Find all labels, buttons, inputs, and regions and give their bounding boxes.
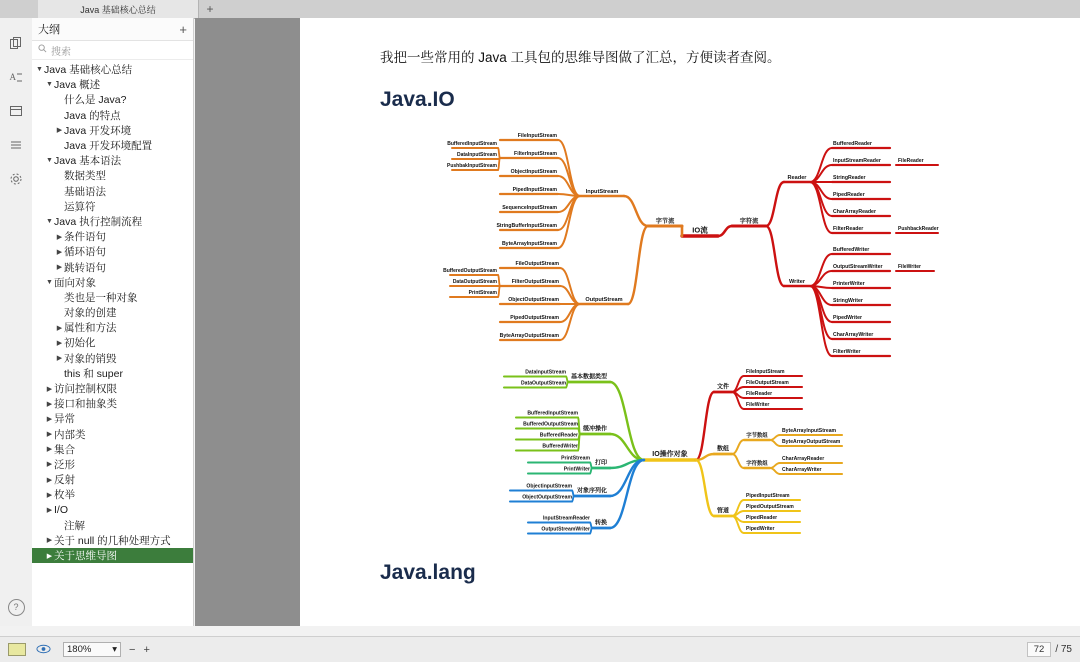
outline-item-label: 枚举 xyxy=(54,489,75,502)
outline-item[interactable] xyxy=(32,320,193,335)
mindmap-connector xyxy=(590,468,592,474)
outline-item-label: 对象的创建 xyxy=(64,307,117,320)
mindmap-node-label: PushbakInputStream xyxy=(446,163,497,169)
mindmap-node-label: PipedReader xyxy=(746,515,778,521)
mindmap-node-label: 转换 xyxy=(594,520,608,527)
outline-item[interactable] xyxy=(32,259,193,274)
mindmap-connector xyxy=(732,454,744,468)
zoom-value: 180% xyxy=(67,644,92,655)
mindmap-connector xyxy=(498,148,500,158)
mindmap-node-label: CharArrayWriter xyxy=(833,332,874,338)
outline-item[interactable] xyxy=(32,411,193,426)
mindmap-node-label: PipedWriter xyxy=(746,526,775,532)
mindmap-node-label: ByteArrayInputStream xyxy=(501,241,557,247)
mindmap-node-label: BufferedInputStream xyxy=(447,141,497,147)
mindmap-connector xyxy=(766,182,784,226)
outline-item[interactable] xyxy=(32,62,193,77)
outline-item-label: Java 基本语法 xyxy=(54,155,122,168)
outline-item[interactable] xyxy=(32,229,193,244)
mindmap-connector xyxy=(498,286,500,297)
mindmap-node-label: PipedInputStream xyxy=(746,493,790,499)
expand-triangle-icon[interactable]: ▶ xyxy=(46,385,53,393)
mindmap-node-label: BufferedOutputStream xyxy=(523,421,578,428)
mindmap-node-label: StringReader xyxy=(833,175,866,181)
mindmap-connector xyxy=(572,496,574,502)
search-input[interactable]: 搜索 xyxy=(51,46,71,58)
outline-item[interactable] xyxy=(32,518,193,533)
mindmap-node-label: 缓冲操作 xyxy=(582,426,608,433)
outline-item-label: 访问控制权限 xyxy=(54,383,117,396)
outline-search-row[interactable] xyxy=(32,41,193,60)
mindmap-node-label: PrintStream xyxy=(561,455,590,462)
mindmap-connector xyxy=(624,196,648,226)
mindmap-connector xyxy=(732,387,744,392)
expand-triangle-icon[interactable]: ▶ xyxy=(46,415,53,423)
mindmap-node-label: ByteArrayOutputStream xyxy=(499,333,559,339)
outline-tree xyxy=(32,60,193,628)
mindmap-node-label: 基本数据类型 xyxy=(570,374,608,381)
outline-item-label: Java 执行控制流程 xyxy=(54,215,143,228)
settings-icon[interactable] xyxy=(0,162,32,196)
heading-java-lang: Java.lang xyxy=(380,561,476,584)
mindmap-connector xyxy=(770,440,780,446)
mindmap-connector xyxy=(770,435,780,440)
mindmap-node-label: StringBufferInputStream xyxy=(496,223,557,229)
outline-item[interactable] xyxy=(32,108,193,123)
mindmap-node-label: PipedInputStream xyxy=(512,187,557,193)
mindmap-node-label: CharArrayReader xyxy=(833,209,876,215)
outline-item[interactable] xyxy=(32,381,193,396)
outline-item-label: 对象的销毁 xyxy=(64,352,117,365)
mindmap-node-label: ObjectOutputStream xyxy=(508,297,559,303)
mindmap-node-label: FileOutputStream xyxy=(746,380,789,386)
outline-item-label: 反射 xyxy=(54,474,75,487)
outline-item[interactable] xyxy=(32,184,193,199)
eye-icon[interactable] xyxy=(36,643,51,657)
outline-item[interactable] xyxy=(32,153,193,168)
mindmap-node-label: 数组 xyxy=(716,446,730,453)
outline-item-label: 集合 xyxy=(54,443,75,456)
outline-item-label: 面向对象 xyxy=(54,276,96,289)
outline-item[interactable] xyxy=(32,199,193,214)
outline-item[interactable] xyxy=(32,457,193,472)
outline-item-label: 跳转语句 xyxy=(64,261,106,274)
mindmap-node-label: DataInputStream xyxy=(456,152,497,158)
mindmap-connector xyxy=(590,528,592,534)
mindmap-node-label: FilterWriter xyxy=(833,349,861,355)
expand-triangle-icon[interactable]: ▶ xyxy=(46,400,53,408)
mindmap-connector xyxy=(498,275,500,286)
mindmap-connector xyxy=(696,392,714,460)
mindmap-node-label: 对象序列化 xyxy=(576,488,608,495)
expand-triangle-icon[interactable]: ▶ xyxy=(56,355,63,363)
intro-paragraph: 我把一些常用的 Java 工具包的思维导图做了汇总，方便读者查阅。 xyxy=(380,50,781,65)
left-toolbar-rail xyxy=(0,18,33,626)
outline-item-label: I/O xyxy=(54,504,69,517)
mindmap-node-label: PipedOutputStream xyxy=(510,315,559,321)
mindmap-svg xyxy=(380,118,1050,548)
mindmap-connector xyxy=(628,226,648,304)
outline-item[interactable] xyxy=(32,168,193,183)
chevron-down-icon: ▾ xyxy=(112,644,117,655)
outline-item-label: 循环语句 xyxy=(64,246,106,259)
mindmap-node-label: PrinterWriter xyxy=(833,281,865,287)
mindmap-node-label: PrintWriter xyxy=(563,466,590,473)
outline-item[interactable] xyxy=(32,427,193,442)
document-canvas[interactable] xyxy=(195,18,1080,626)
mindmap-node-label: BufferedWriter xyxy=(542,443,578,450)
expand-triangle-icon[interactable]: ▶ xyxy=(46,491,53,499)
tab-document[interactable] xyxy=(38,0,199,18)
mindmap-node-label: OutputStream xyxy=(585,297,623,303)
mindmap-node-label: DataOutputStream xyxy=(520,380,566,387)
collapse-triangle-icon[interactable]: ▼ xyxy=(46,278,53,286)
expand-triangle-icon[interactable]: ▶ xyxy=(56,264,63,272)
mindmap-node-label: 管道 xyxy=(716,508,730,515)
mindmap-node-label: InputStreamReader xyxy=(543,515,590,522)
outline-item-label: 基础语法 xyxy=(64,185,106,198)
mindmap-node-label: DataInputStream xyxy=(525,369,566,376)
outline-item-label: Java 基础核心总结 xyxy=(44,64,133,77)
zoom-out-button[interactable]: − xyxy=(129,643,136,656)
mindmap-connector xyxy=(718,226,732,236)
svg-text:A: A xyxy=(9,72,16,82)
outline-item-label: Java 开发环境配置 xyxy=(64,140,153,153)
mindmap-node-label: BufferedOutputStream xyxy=(443,268,497,274)
mindmap-node-label: ByteArrayOutputStream xyxy=(782,439,841,445)
mindmap-node-label: FileInputStream xyxy=(746,369,785,375)
mindmap-node-label: InputStreamReader xyxy=(833,158,881,164)
mindmap-node-label: Writer xyxy=(788,279,806,285)
mindmap-connector xyxy=(766,226,784,286)
outline-item[interactable] xyxy=(32,214,193,229)
mindmap-node-label: FileReader xyxy=(898,158,924,164)
heading-java-io: Java.IO xyxy=(380,88,455,111)
outline-item[interactable] xyxy=(32,305,193,320)
expand-triangle-icon[interactable]: ▶ xyxy=(46,507,53,515)
outline-item[interactable] xyxy=(32,138,193,153)
outline-item[interactable] xyxy=(32,335,193,350)
mindmap-node-label: FileOutputStream xyxy=(515,261,559,267)
outline-item[interactable] xyxy=(32,275,193,290)
new-tab-button[interactable] xyxy=(199,0,221,18)
mindmap-connector xyxy=(696,460,714,516)
search-icon xyxy=(38,44,47,56)
outline-item[interactable] xyxy=(32,351,193,366)
tab-label: Java 基础核心总结 xyxy=(80,4,156,15)
mindmap-node-label: FileInputStream xyxy=(517,133,557,139)
outline-add-button[interactable]: + xyxy=(179,21,187,37)
expand-triangle-icon[interactable]: ▶ xyxy=(56,233,63,241)
zoom-select[interactable] xyxy=(63,642,121,657)
mindmap-node-label: ObjectOutputStream xyxy=(522,494,572,501)
outline-item-label: 异常 xyxy=(54,413,75,426)
mindmap-connector xyxy=(770,463,780,468)
outline-item-label: 接口和抽象类 xyxy=(54,398,117,411)
outline-item[interactable] xyxy=(32,290,193,305)
expand-triangle-icon[interactable]: ▶ xyxy=(46,431,53,439)
outline-item-label: Java 的特点 xyxy=(64,109,121,122)
outline-item[interactable] xyxy=(32,472,193,487)
mindmap-node-label: PipedReader xyxy=(833,192,865,198)
mindmap-node-label: InputStream xyxy=(585,189,619,195)
outline-item-label: 条件语句 xyxy=(64,231,106,244)
mindmap-connector xyxy=(810,254,832,286)
rail-spacer xyxy=(0,18,32,26)
collapse-triangle-icon[interactable]: ▼ xyxy=(46,157,53,165)
outline-item[interactable] xyxy=(32,548,193,563)
zoom-in-button[interactable]: + xyxy=(143,643,150,656)
mindmap-connector xyxy=(770,468,780,474)
outline-item[interactable] xyxy=(32,92,193,107)
expand-triangle-icon[interactable]: ▶ xyxy=(46,446,53,454)
question-mark-icon: ? xyxy=(8,599,25,616)
mindmap-node-label: PushbackReader xyxy=(898,226,939,232)
mindmap-node-label: DataOutputStream xyxy=(452,279,497,285)
outline-item-label: Java 开发环境 xyxy=(64,124,132,137)
outline-item-label: 数据类型 xyxy=(64,170,106,183)
mindmap-node-label: FileWriter xyxy=(898,264,921,270)
mindmap-node-label: ObjectinputStream xyxy=(526,483,572,490)
mindmap-container xyxy=(380,118,1050,548)
font-icon[interactable] xyxy=(0,60,32,94)
mindmap-io-stream xyxy=(443,133,939,356)
mindmap-node-label: Reader xyxy=(787,175,807,181)
mindmap-node-label: PipedWriter xyxy=(833,315,863,321)
help-button[interactable] xyxy=(0,594,32,620)
expand-triangle-icon[interactable]: ▶ xyxy=(56,339,63,347)
mindmap-node-label: BufferedWriter xyxy=(833,247,870,253)
collapse-triangle-icon[interactable]: ▼ xyxy=(36,66,43,74)
expand-triangle-icon[interactable]: ▶ xyxy=(46,476,53,484)
outline-item-label: 关于 null 的几种处理方式 xyxy=(54,534,171,547)
mindmap-connector xyxy=(732,440,744,454)
mindmap-node-label: 打印 xyxy=(594,460,608,467)
expand-triangle-icon[interactable]: ▶ xyxy=(56,324,63,332)
mindmap-node-label: CharArrayReader xyxy=(782,456,825,462)
outline-item-label: 注解 xyxy=(64,519,85,532)
outline-item-label: 内部类 xyxy=(54,428,86,441)
outline-item[interactable] xyxy=(32,442,193,457)
outline-item[interactable] xyxy=(32,244,193,259)
mindmap-connector xyxy=(732,511,744,516)
mindmap-node-label: BufferedReader xyxy=(833,141,872,147)
expand-triangle-icon[interactable]: ▶ xyxy=(46,537,53,545)
outline-item-label: 属性和方法 xyxy=(64,322,117,335)
outline-item-label: 初始化 xyxy=(64,337,96,350)
plus-icon: + xyxy=(206,2,214,16)
outline-item[interactable] xyxy=(32,533,193,548)
collapse-triangle-icon[interactable]: ▼ xyxy=(46,217,53,225)
mindmap-node-label: FilterOutputStream xyxy=(511,279,559,285)
outline-item-label: this 和 super xyxy=(64,367,123,380)
expand-triangle-icon[interactable]: ▶ xyxy=(46,552,53,560)
expand-triangle-icon[interactable]: ▶ xyxy=(56,248,63,256)
expand-triangle-icon[interactable]: ▶ xyxy=(46,461,53,469)
mindmap-node-label: ObjectInputStream xyxy=(510,169,557,175)
document-page xyxy=(300,18,1080,626)
outline-item-label: 运算符 xyxy=(64,200,96,213)
mindmap-node-label: 字符流 xyxy=(739,218,759,225)
mindmap-node-label: FilterInputStream xyxy=(514,151,557,157)
list-icon[interactable] xyxy=(0,128,32,162)
outline-header xyxy=(32,18,193,41)
mindmap-connector xyxy=(566,382,568,388)
mindmap-node-label: FileWriter xyxy=(746,402,770,408)
mindmap-io-object xyxy=(504,369,842,534)
copy-icon[interactable] xyxy=(0,26,32,60)
mindmap-node-label: OutputStreamWriter xyxy=(541,526,590,533)
mindmap-node-label: FilterReader xyxy=(833,226,864,232)
mindmap-node-label: CharArrayWriter xyxy=(782,467,822,473)
outline-panel xyxy=(32,18,194,626)
outline-item[interactable] xyxy=(32,502,193,517)
outline-item[interactable] xyxy=(32,77,193,92)
outline-item-label: 类也是一种对象 xyxy=(64,291,138,304)
outline-item[interactable] xyxy=(32,396,193,411)
outline-item[interactable] xyxy=(32,123,193,138)
outline-item-label: 什么是 Java? xyxy=(64,94,127,107)
outline-item-label: 关于思维导图 xyxy=(54,550,117,563)
total-pages-label: / 75 xyxy=(1055,644,1072,655)
mindmap-node-label: IO流 xyxy=(692,225,708,235)
expand-triangle-icon[interactable]: ▶ xyxy=(56,127,63,135)
page-indicator xyxy=(1027,642,1072,657)
outline-title: 大纲 xyxy=(38,24,60,36)
mindmap-node-label: IO操作对象 xyxy=(652,451,688,458)
mindmap-node-label: 字节流 xyxy=(655,218,675,225)
book-icon[interactable] xyxy=(0,94,32,128)
mindmap-node-label: ByteArrayInputStream xyxy=(782,428,837,434)
mindmap-node-label: PipedOutputStream xyxy=(746,504,794,510)
current-page-input[interactable]: 72 xyxy=(1027,642,1052,657)
mindmap-node-label: BufferedReader xyxy=(539,432,578,439)
outline-item-label: Java 概述 xyxy=(54,79,101,92)
mindmap-node-label: 字符数组 xyxy=(746,461,768,467)
mindmap-node-label: SequenceInputStream xyxy=(502,205,557,211)
mindmap-node-label: StringWriter xyxy=(833,298,863,304)
status-bar xyxy=(0,636,1080,662)
mindmap-node-label: OutputStreamWriter xyxy=(833,264,883,270)
tab-bar-left-gutter xyxy=(0,0,38,18)
mindmap-node-label: BufferedInputStream xyxy=(527,410,578,417)
mindmap-node-label: PrintStream xyxy=(468,290,497,296)
mindmap-node-label: FileReader xyxy=(746,391,773,397)
outline-item[interactable] xyxy=(32,487,193,502)
mindmap-node-label: 字节数组 xyxy=(746,433,768,439)
collapse-triangle-icon[interactable]: ▼ xyxy=(46,81,53,89)
mindmap-node-label: 文件 xyxy=(716,384,730,391)
page-color-swatch[interactable] xyxy=(8,643,26,656)
outline-item-label: 泛形 xyxy=(54,458,75,471)
outline-item[interactable] xyxy=(32,366,193,381)
tab-bar xyxy=(0,0,1080,19)
